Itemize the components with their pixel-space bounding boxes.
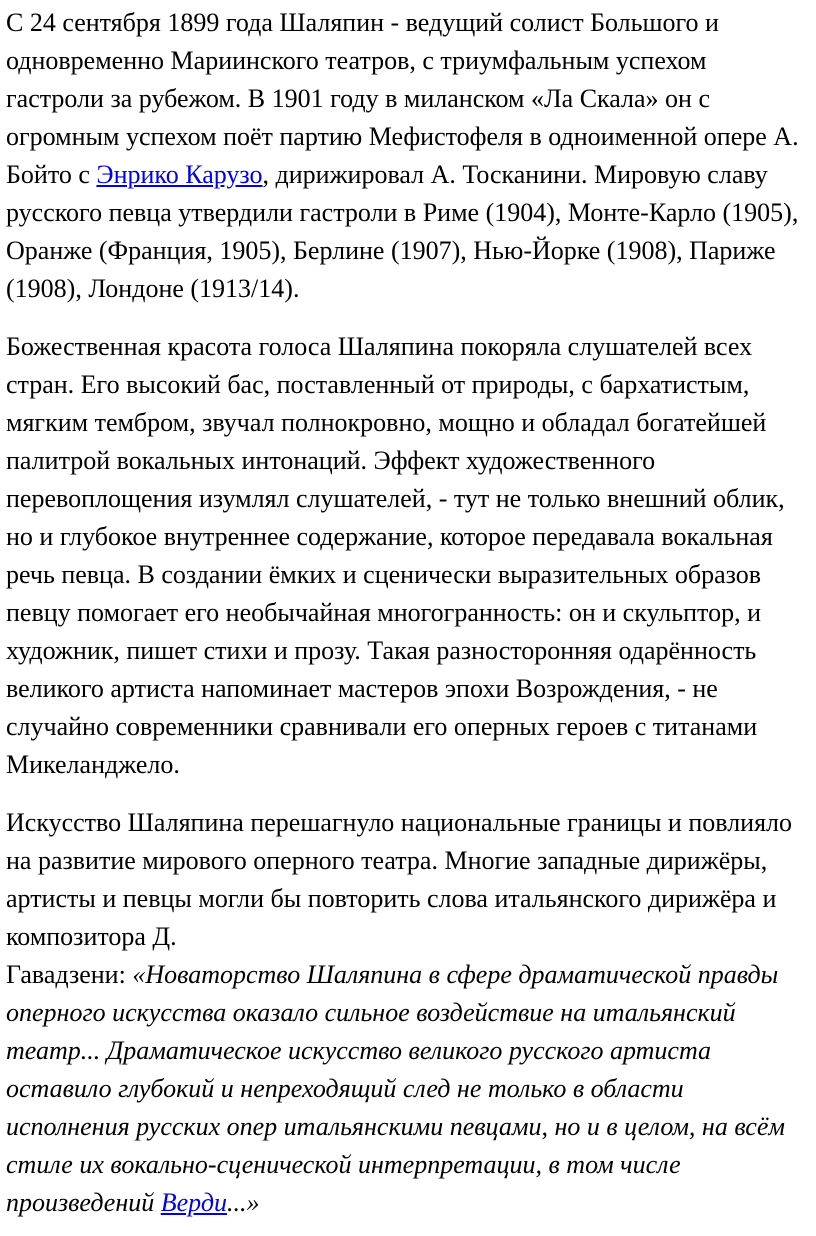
quote-author: Гавадзени:: [6, 960, 133, 989]
paragraph-influence-intro: Искусство Шаляпина перешагнуло национальные границы и повлияло на развитие мирового оперного театра. Многие западные дирижёры, артисты и певцы могли бы повторить слова итальянского дирижёра и композитора Д.: [6, 808, 793, 951]
paragraph-tours-text-end: , дирижировал А. Тосканини. Мировую славу русского певца утвердили гастроли в Риме (1904), Монте-Карло (1905), Оранже (Франция, 1905), Берлине (1907), Нью-Йорке (1908), Париже (1908), Лондоне (1913/14).: [6, 160, 799, 303]
link-verdi[interactable]: Верди: [160, 1188, 227, 1217]
paragraph-voice-text: Божественная красота голоса Шаляпина покоряла слушателей всех стран. Его высокий бас, поставленный от природы, с бархатистым, мягким тембром, звучал полнокровно, мощно и обладал богатейшей палитрой вокальных интонаций. Эффект художественного перевоплощения изумлял слушателей, - тут не только внешний облик, но и глубокое внутреннее содержание, которое передавала вокальная речь певца. В создании ёмких и сценически выразительных образов певцу помогает его необычайная многогранность: он и скульптор, и художник, пишет стихи и прозу. Такая разносторонняя одарённость великого артиста напоминает мастеров эпохи Возрождения, - не случайно современники сравнивали его оперных героев с титанами Микеланджело.: [6, 332, 785, 779]
quote-text-start: «Новаторство Шаляпина в сфере драматической правды оперного искусства оказало сильное воздействие на итальянский театр... Драматическое искусство великого русского артиста оставило глубокий и непреходящий след не только в области исполнения русских опер итальянскими певцами, но и в целом, на всём стиле их вокально-сценической интерпретации, в том числе произведений: [6, 960, 785, 1217]
link-enrico-caruso[interactable]: Энрико Карузо: [96, 160, 263, 189]
paragraph-tours-text-start: С 24 сентября 1899 года Шаляпин - ведущий солист Большого и одновременно Мариинского театров, с триумфальным успехом гастроли за рубежом. В 1901 году в миланском «Ла Скала» он с огромным успехом поёт партию Мефистофеля в одноименной опере А. Бойто с: [6, 8, 799, 189]
paragraph-tours: [6, 4, 810, 308]
quote-line: [6, 956, 810, 1222]
paragraph-voice: [6, 328, 810, 784]
quote-text-end: ...»: [226, 1188, 260, 1217]
paragraph-influence: [6, 804, 810, 1222]
